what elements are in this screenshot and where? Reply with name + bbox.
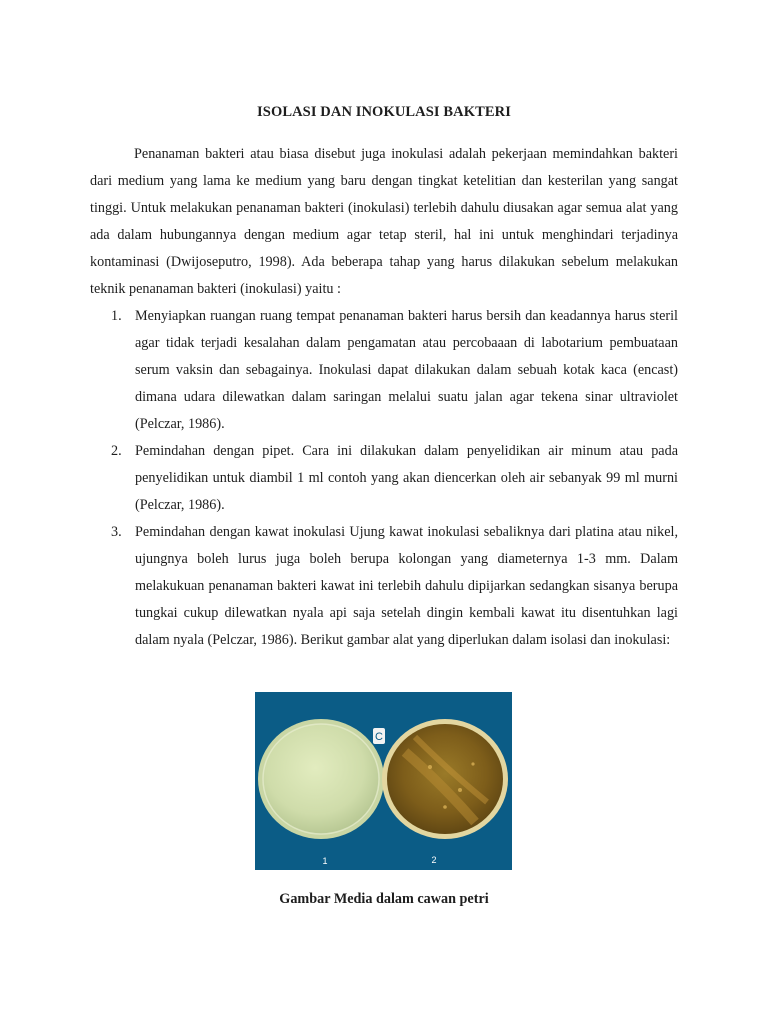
petri-dish-illustration: [255, 692, 512, 870]
list-text: Pemindahan dengan kawat inokulasi Ujung kawat inokulasi sebaliknya dari platina atau nikel, ujungnya boleh lurus juga boleh berupa kolongan yang diameternya 1-3 mm. Dalam melakukuan penanaman bakteri kawat ini terlebih dahulu dipijarkan sedangkan sisanya berupa tungkai cukup dilewatkan nyala api saja setelah dingin kembali kawat itu disentuhkan lagi dalam nyala (Pelczar, 1986). Berikut gambar alat yang diperlukan dalam isolasi dan inokulasi:: [135, 524, 678, 648]
label-top: C: [375, 731, 383, 743]
list-item: [90, 438, 678, 519]
petri-dish-right: [387, 724, 503, 834]
document-title: ISOLASI DAN INOKULASI BAKTERI: [257, 104, 511, 120]
list-item: [90, 519, 678, 654]
list-number: 2.: [111, 443, 122, 459]
list-text: Menyiapkan ruangan ruang tempat penanaman bakteri harus bersih dan keadannya harus steril agar tidak terjadi kesalahan dalam pengamatan atau percobaaan di labotarium pembuataan serum vaksin dan sebagainya. Inokulasi dapat dilakukan dalam sebuah kotak kaca (encast) dimana udara dilewatkan dalam saringan melalui suatu jalan agar tekena sinar ultraviolet (Pelczar, 1986).: [135, 308, 678, 432]
steps-list: [90, 303, 678, 654]
list-text: Pemindahan dengan pipet. Cara ini dilakukan dalam penyelidikan air minum atau pada penyelidikan untuk diambil 1 ml contoh yang akan diencerkan oleh air sebanyak 99 ml murni (Pelczar, 1986).: [135, 443, 678, 513]
figure-caption: Gambar Media dalam cawan petri: [279, 891, 489, 907]
petri-dish-photo: [255, 692, 512, 870]
list-item: [90, 303, 678, 438]
label-right: 2: [431, 855, 437, 865]
document-body: [90, 141, 678, 654]
label-left: 1: [322, 856, 328, 866]
intro-paragraph: Penanaman bakteri atau biasa disebut juga inokulasi adalah pekerjaan memindahkan bakteri dari medium yang lama ke medium yang baru dengan tingkat ketelitian dan kesterilan yang sangat tinggi. Untuk melakukan penanaman bakteri (inokulasi) terlebih dahulu diusakan agar semua alat yang ada dalam hubungannya dengan medium agar tetap steril, hal ini untuk menghindari terjadinya kontaminasi (Dwijoseputro, 1998). Ada beberapa tahap yang harus dilakukan sebelum melakukan teknik penanaman bakteri (inokulasi) yaitu :: [90, 146, 678, 297]
list-number: 1.: [111, 308, 122, 324]
list-number: 3.: [111, 524, 122, 540]
